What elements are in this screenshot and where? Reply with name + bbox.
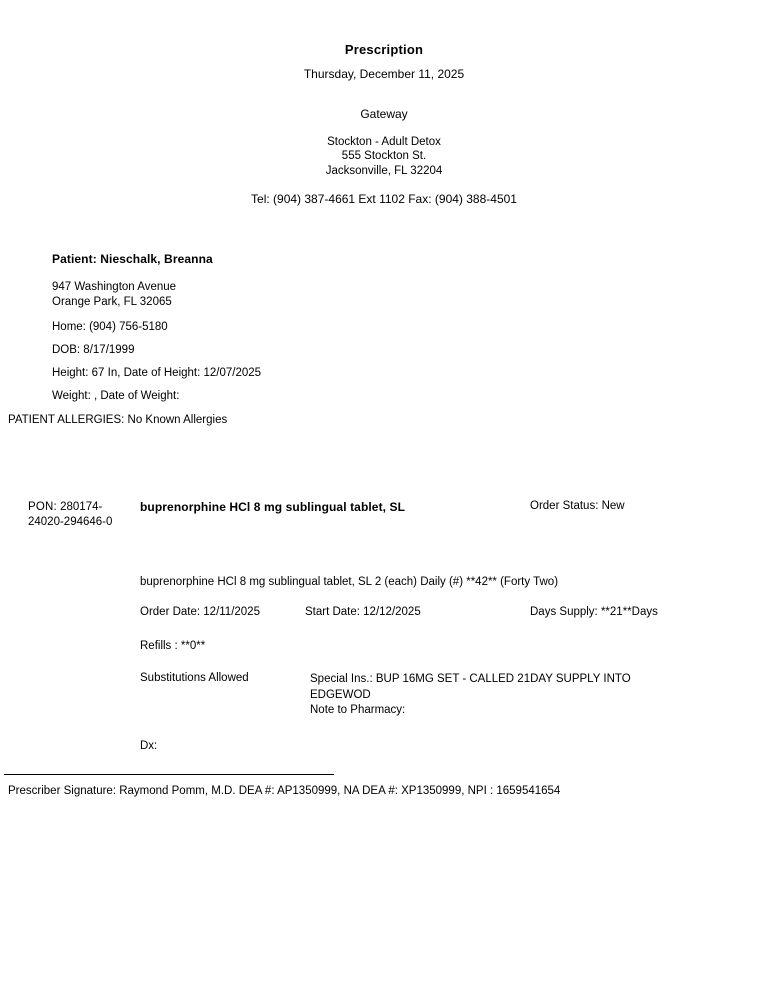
days-supply: Days Supply: **21**Days <box>530 606 658 618</box>
patient-home-phone: Home: (904) 756-5180 <box>52 321 168 333</box>
patient-weight: Weight: , Date of Weight: <box>52 390 180 402</box>
prescriber-info: Prescriber Signature: Raymond Pomm, M.D. DEA #: AP1350999, NA DEA #: XP1350999, NPI : 1659541654 <box>8 785 561 797</box>
patient-name-row <box>52 252 768 266</box>
patient-address-line1: 947 Washington Avenue <box>52 281 177 294</box>
patient-label: Patient: <box>52 252 97 267</box>
patient-height: Height: 67 In, Date of Height: 12/07/2025 <box>52 367 262 379</box>
facility-street: 555 Stockton St. <box>341 150 427 163</box>
patient-allergies: PATIENT ALLERGIES: No Known Allergies <box>8 414 228 426</box>
pon-value-line2: 24020-294646-0 <box>28 515 113 528</box>
facility-city-state-zip: Jacksonville, FL 32204 <box>325 164 443 177</box>
pon-label: PON: <box>28 501 57 513</box>
facility-name: Stockton - Adult Detox <box>327 136 441 148</box>
refills: Refills : **0** <box>140 640 206 652</box>
patient-dob: DOB: 8/17/1999 <box>52 344 135 356</box>
order-date: Order Date: 12/11/2025 <box>140 606 260 618</box>
patient-address <box>52 280 768 310</box>
start-date: Start Date: 12/12/2025 <box>305 606 421 618</box>
clinic-name: Gateway <box>360 107 408 121</box>
date-row <box>140 606 768 622</box>
prescription-details <box>0 576 768 752</box>
pon-value-line1: 280174- <box>60 501 103 513</box>
signature-line <box>4 774 334 775</box>
facility-contact: Tel: (904) 387-4661 Ext 1102 Fax: (904) 388-4501 <box>251 192 517 207</box>
patient-name: Nieschalk, Breanna <box>100 252 213 267</box>
patient-address-line2: Orange Park, FL 32065 <box>52 296 172 309</box>
sig-directions: buprenorphine HCl 8 mg sublingual tablet, SL 2 (each) Daily (#) **42** (Forty Two) <box>140 576 559 588</box>
patient-block <box>0 252 768 402</box>
prescription-block <box>0 500 768 752</box>
special-instructions: Special Ins.: BUP 16MG SET - CALLED 21DAY SUPPLY INTO EDGEWOD <box>310 673 631 701</box>
order-status: Order Status: New <box>530 500 625 512</box>
prescription-header-row <box>0 500 768 534</box>
drug-name: buprenorphine HCl 8 mg sublingual tablet, SL <box>140 500 406 514</box>
substitutions-allowed: Substitutions Allowed <box>140 672 249 684</box>
document-date: Thursday, December 11, 2025 <box>303 67 465 81</box>
instructions-row <box>140 672 768 716</box>
signature-area <box>0 774 768 797</box>
document-header <box>0 0 768 206</box>
facility-block <box>0 135 768 178</box>
page-title: Prescription <box>344 42 424 57</box>
pon-block <box>28 500 138 530</box>
diagnosis: Dx: <box>140 740 158 752</box>
note-to-pharmacy: Note to Pharmacy: <box>310 704 406 716</box>
